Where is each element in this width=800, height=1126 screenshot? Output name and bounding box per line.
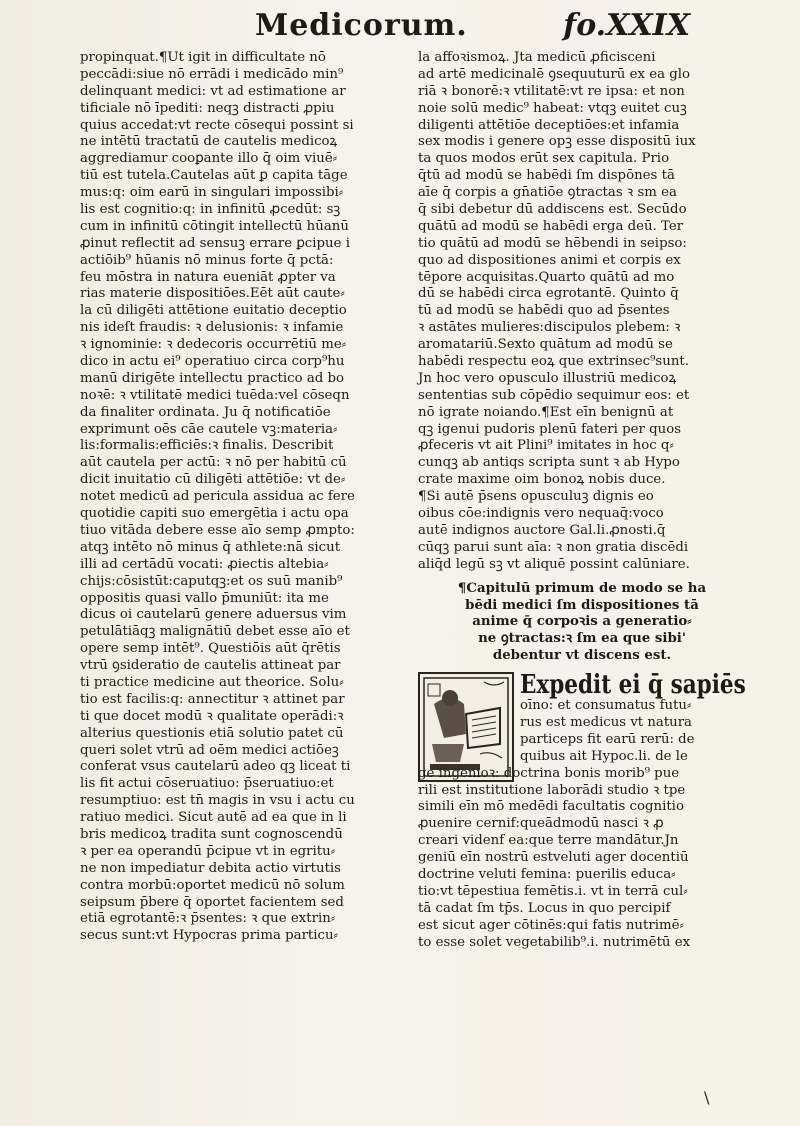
- text-line: tificiale nō īpediti: neqꝫ distracti ꝓpiu: [80, 100, 335, 116]
- text-line: tiū est tutela.Cautelas aūt ꝑ capita tāge: [80, 168, 348, 184]
- text-line: ꝛ per ea operandū p̄cipue vt in egritu⸗: [80, 843, 336, 859]
- text-line: rus est medicus vt natura: [520, 714, 692, 730]
- text-line: secus sunt:vt Hypocras prima particu⸗: [80, 928, 339, 944]
- text-line: chijs:cōsistūt:caputqꝫ:et os suū manib⁹: [80, 573, 343, 589]
- initial-big-word: Expedit ei q̄ sapiēs: [520, 670, 746, 701]
- text-line: petulātiāqꝫ malignātiū debet esse aīo et: [80, 624, 350, 640]
- text-line: actiōib⁹ hūanis nō minus forte q̄ pctā:: [80, 252, 334, 268]
- text-line: alterius questionis etiā solutio patet cū: [80, 725, 344, 741]
- text-line: atqꝫ intēto nō minus q̄ athlete:nā sicut: [80, 539, 341, 555]
- text-line: aggrediamur cooꝑante illo q̄ oim viuē⸗: [80, 151, 338, 167]
- text-line: habēdi respectu eoꝝ que extrinsec⁹sunt.: [418, 354, 689, 370]
- text-line: bēdi medici ſm dispositiones tā: [465, 596, 699, 613]
- text-line: Jn hoc vero opusculo illustriū medicoꝝ: [418, 370, 677, 386]
- text-line: ge ingenioꝛ: doctrina bonis morib⁹ pue: [418, 765, 680, 781]
- text-line: propinquat.¶Ut igit in difficultate nō: [80, 50, 326, 65]
- text-line: noie solū medic⁹ habeat: vtqꝫ euitet cuꝫ: [418, 100, 687, 116]
- text-line: oīno: et consumatus futu⸗: [520, 698, 692, 714]
- text-line: tēpore acquisitas.Quarto quātū ad mo: [418, 269, 675, 285]
- text-line: ti practice medicine aut theorice. Solu⸗: [80, 674, 344, 690]
- text-line: doctrine veluti femina: puerilis educa⸗: [418, 866, 676, 882]
- text-line: cum in infinitū cōtingit intellectū hūanū: [80, 218, 349, 234]
- text-line: la affoꝛismoꝝ. Jta medicū ꝓficisceni: [418, 50, 656, 65]
- text-line: lis:formalis:efficiēs:ꝛ finalis. Describit: [80, 438, 334, 454]
- text-line: dicus oi cautelarū genere aduersus vim: [80, 607, 347, 623]
- text-line: resumptiuo: est tn̄ magis in vsu i actu cu: [80, 793, 355, 809]
- text-line: quātū ad modū se habēdi erga deū. Ter: [418, 218, 684, 234]
- text-line: la cū diligēti attētione euitatio deceptio: [80, 303, 347, 319]
- text-line: tio est facilis:q: annectitur ꝛ attinet par: [80, 691, 345, 707]
- text-line: manū dirigēte intellectu practico ad bo: [80, 370, 345, 386]
- text-line: noꝛē: ꝛ vtilitatē medici tuēda:vel cōseqn: [80, 387, 350, 403]
- text-line: ꝛ ignominie: ꝛ dedecoris occurrētiū me⸗: [80, 337, 347, 353]
- text-line: cunqꝫ ab antiqs scripta sunt ꝛ ab Hypo: [418, 455, 680, 471]
- text-line: aūt cautela per actū: ꝛ nō per habitū cū: [80, 455, 347, 471]
- text-line: geniū eīn nostrū estveluti ager docentiū: [418, 850, 689, 866]
- text-line: rili est institutione laborādi studio ꝛ tpe: [418, 782, 686, 798]
- text-line: ne intētū tractatū de cautelis medicoꝝ: [80, 134, 338, 150]
- text-line: dū se habēdi circa egrotantē. Quinto q̄: [418, 286, 679, 302]
- right-column-text: [418, 50, 748, 574]
- text-line: q̄ sibi debetur dū addiscens est. Secūdo: [418, 202, 687, 218]
- text-line: ¶Si autē p̄sens opusculuꝫ dignis eo: [418, 489, 654, 505]
- text-line: ta quos modos erūt sex capitula. Prio: [418, 151, 670, 167]
- text-line: to esse solet vegetabilib⁹.i. nutrimētū ex: [418, 934, 691, 950]
- text-line: mus:q: oim earū in singulari impossibi⸗: [80, 185, 344, 201]
- text-line: crate maxime oim bonoꝝ nobis duce.: [418, 472, 666, 488]
- text-line: aīe q̄ corpis a gn̄atiōe ꝯtractas ꝛ sm ea: [418, 185, 677, 201]
- text-line: q̄tū ad modū se habēdi ſm dispōnes tā: [418, 168, 675, 184]
- left-column: [80, 50, 410, 945]
- text-line: ne non impediatur debita actio virtutis: [80, 860, 342, 876]
- text-line: ti que docet modū ꝛ qualitate operādi:ꝛ: [80, 708, 344, 724]
- text-line: peccādi:siue nō errādi i medicādo min⁹: [80, 66, 344, 82]
- text-line: ꝓfeceris vt ait Plini⁹ imitates in hoc q⸗: [418, 438, 674, 454]
- text-line: anime q̄ corpoꝛis a generatio⸗: [472, 613, 692, 630]
- text-line: aromatariū.Sexto quātum ad modū se: [418, 337, 673, 353]
- text-line: particeps fit earū rerū: de: [520, 731, 695, 747]
- text-line: illi ad certādū vocati: ꝓiectis altebia⸗: [80, 556, 329, 572]
- text-line: tā cadat ſm tp̄s. Locus in quo percipif: [418, 900, 671, 916]
- text-line: qꝫ igenui pudoris plenū fateri per quos: [418, 421, 682, 437]
- beside-woodcut-text: [520, 698, 748, 766]
- text-line: etiā egrotantē:ꝛ p̄sentes: ꝛ que extrin⸗: [80, 911, 336, 927]
- folio-number: fo.XXIX: [563, 8, 690, 43]
- page-header: [0, 6, 800, 50]
- text-line: ¶Capitulū primum de modo se ha: [457, 579, 707, 596]
- text-line: contra morbū:oportet medicū nō solum: [80, 877, 345, 893]
- text-line: quibus ait Hypoc.li. de le: [520, 748, 688, 764]
- text-line: bris medicoꝝ tradita sunt cognoscendū: [80, 826, 343, 842]
- text-line: dico in actu ei⁹ operatiuo circa corp⁹hu: [80, 354, 345, 370]
- text-line: cūqꝫ parui sunt aīa: ꝛ non gratia discēdi: [418, 539, 689, 555]
- text-line: dicit inuitatio cū diligēti attētiōe: vt de⸗: [80, 472, 346, 488]
- text-line: nis ideſt fraudis: ꝛ delusionis: ꝛ infamie: [80, 320, 344, 336]
- text-line: feu mōstra in natura eueniāt ꝓpter va: [80, 269, 336, 285]
- text-line: nō igrate noiando.¶Est eīn benignū at: [418, 404, 674, 420]
- text-line: lis fit actui cōseruatiuo: p̄seruatiuo:et: [80, 776, 334, 792]
- text-line: quo ad dispositiones animi et corpis ex: [418, 252, 681, 268]
- text-line: sententias sub cōpēdio sequimur eos: et: [418, 387, 690, 403]
- text-line: opere semp intēt⁹. Questiōis aūt q̄rētis: [80, 641, 341, 657]
- text-line: aliq̄d legū sꝫ vt aliquē possint calūniare.: [418, 556, 690, 572]
- text-line: lis est cognitio:q: in infinitū ꝓcedūt: sꝫ: [80, 202, 341, 218]
- running-title: Medicorum.: [255, 8, 468, 43]
- text-line: tiuo vitāda debere esse aīo semp ꝓmpto:: [80, 522, 355, 538]
- text-line: ꝛ astātes mulieres:discipulos plebem: ꝛ: [418, 320, 681, 336]
- text-line: da finaliter ordinata. Ju q̄ notificatiōe: [80, 404, 331, 420]
- text-line: tū ad modū se habēdi quo ad p̄sentes: [418, 303, 670, 319]
- chapter-body-text: [418, 766, 748, 952]
- text-line: quotidie capiti suo emergētia i actu opa: [80, 506, 349, 522]
- text-line: tio:vt tēpestiua femētis.i. vt in terrā cul⸗: [418, 883, 688, 899]
- text-line: autē indignos auctore Gal.li.ꝓnosti.q̄: [418, 522, 666, 538]
- text-line: oibus cōe:indignis vero nequaq̄:voco: [418, 506, 664, 522]
- text-line: est sicut ager cōtinēs:qui fatis nutrimē⸗: [418, 917, 684, 933]
- text-line: ne ꝯtractas:ꝛ ſm ea que sibi': [478, 630, 686, 647]
- text-line: creari videnf ea:que terre mandātur.Jn: [418, 833, 679, 849]
- text-line: exprimunt oēs cāe cautele vꝫ:materia⸗: [80, 421, 338, 437]
- text-line: queri solet vtrū ad oēm medici actiōeꝫ: [80, 742, 339, 758]
- text-line: debentur vt discens est.: [492, 647, 672, 664]
- text-line: riā ꝛ bonorē:ꝛ vtilitatē:vt re ipsa: et non: [418, 83, 685, 99]
- text-line: seipsum p̄bere q̄ oportet facientem sed: [80, 894, 344, 910]
- footer-mark: \: [704, 1088, 710, 1107]
- text-line: rias materie dispositiōes.Eēt aūt caute⸗: [80, 286, 345, 302]
- text-line: simili eīn mō medēdi facultatis cognitio: [418, 799, 684, 815]
- text-line: ratiuo medici. Sicut autē ad ea que in li: [80, 810, 347, 826]
- text-line: conferat vsus cautelarū adeo qꝫ liceat ti: [80, 759, 351, 775]
- text-line: ad artē medicinalē ꝯsequuturū ex ea glo: [418, 66, 691, 82]
- text-line: ꝓuenire cernif:queādmodū nasci ꝛ ꝓ: [418, 816, 664, 832]
- text-line: sex modis i genere opꝫ esse dispositū iux: [418, 134, 696, 150]
- text-line: ꝓinut reflectit ad sensuꝫ errare ꝑcipue i: [80, 235, 350, 251]
- text-line: oppositis quasi vallo p̄muniūt: ita me: [80, 590, 329, 606]
- text-line: tio quātū ad modū se hēbendi in seipso:: [418, 235, 687, 251]
- text-line: delinquant medici: vt ad estimatione ar: [80, 83, 346, 99]
- right-column: [418, 50, 748, 951]
- text-line: quius accedat:vt recte cōsequi possint si: [80, 117, 354, 133]
- text-line: notet medicū ad pericula assidua ac fere: [80, 489, 355, 505]
- text-line: vtrū ꝯsideratio de cautelis attineat par: [80, 658, 341, 674]
- chapter-heading: [418, 580, 748, 664]
- text-line: diligenti attētiōe deceptiōes:et infamia: [418, 117, 680, 133]
- initial-block: [418, 672, 748, 951]
